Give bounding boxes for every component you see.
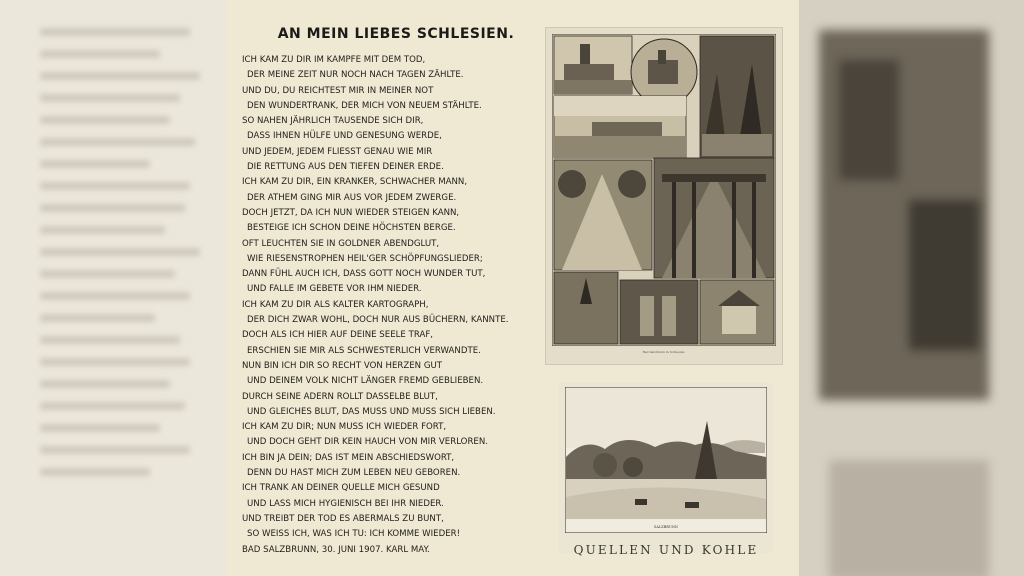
poem-line: DER MEINE ZEIT NUR NOCH NACH TAGEN ZÄHLTE. — [247, 70, 464, 81]
poem-line: NUN BIN ICH DIR SO RECHT VON HERZEN GUT — [242, 360, 443, 371]
poem-line: ERSCHIEN SIE MIR ALS SCHWESTERLICH VERWANDTE. — [247, 345, 481, 356]
poem-line: SO WEISS ICH, WAS ICH TU: ICH KOMME WIEDER! — [247, 529, 461, 540]
plate-caption: QUELLEN UND KOHLE — [573, 543, 759, 557]
poem-line: DASS IHNEN HÜLFE UND GENESUNG WERDE, — [247, 131, 442, 142]
poem-line: ICH KAM ZU DIR, EIN KRANKER, SCHWACHER MANN, — [242, 177, 468, 188]
poem-line: DANN FÜHL AUCH ICH, DASS GOTT NOCH WUNDER TUT, — [242, 269, 486, 280]
poem-signature: BAD SALZBRUNN, 30. JUNI 1907. KARL MAY. — [242, 544, 430, 555]
poem-line: BESTEIGE ICH SCHON DEINE HÖCHSTEN BERGE. — [247, 223, 456, 234]
poem-line: DIE RETTUNG AUS DEN TIEFEN DEINER ERDE. — [247, 162, 444, 173]
engraving-collage-image — [552, 34, 776, 346]
poem-line: ICH TRANK AN DEINER QUELLE MICH GESUND — [242, 483, 440, 494]
blurred-right-panel — [799, 0, 1024, 576]
poem-line: UND GLEICHES BLUT, DAS MUSS UND MUSS SICH LIEBEN. — [247, 406, 496, 417]
poem-line: DER ATHEM GING MIR AUS VOR JEDEM ZWERGE. — [247, 192, 457, 203]
poem-title: AN MEIN LIEBES SCHLESIEN. — [277, 26, 515, 42]
landscape-plate-image — [565, 387, 767, 533]
poem-line: DURCH SEINE ADERN ROLLT DASSELBE BLUT, — [242, 391, 438, 402]
poem-line: SO NAHEN JÄHRLICH TAUSENDE SICH DIR, — [242, 116, 424, 127]
poem-line: DOCH JETZT, DA ICH NUN WIEDER STEIGEN KANN, — [242, 207, 460, 218]
poem-line: WIE RIESENSTROPHEN HEIL'GER SCHÖPFUNGSLIEDER; — [247, 253, 483, 264]
poem-line: UND JEDEM, JEDEM FLIESST GENAU WIE MIR — [242, 146, 433, 157]
engraving-collage — [546, 28, 782, 364]
engraving-caption: Bad Salzbrunn in Schlesien. — [642, 350, 686, 354]
poem-line: ICH KAM ZU DIR; NUN MUSS ICH WIEDER FORT, — [242, 422, 447, 433]
poem-line: OFT LEUCHTEN SIE IN GOLDNER ABENDGLUT, — [242, 238, 440, 249]
poem-line: UND DOCH GEHT DIR KEIN HAUCH VON MIR VERLOREN. — [247, 437, 489, 448]
blurred-left-panel — [0, 0, 226, 576]
poem-line: DER DICH ZWAR WOHL, DOCH NUR AUS BÜCHERN, KANNTE. — [247, 315, 509, 326]
poem-page — [226, 0, 799, 576]
poem-line: DOCH ALS ICH HIER AUF DEINE SEELE TRAF, — [242, 330, 433, 341]
poem-line: UND DU, DU REICHTEST MIR IN MEINER NOT — [242, 85, 434, 96]
landscape-plate — [559, 383, 773, 557]
poem-line: UND LASS MICH HYGIENISCH BEI IHR NIEDER. — [247, 498, 444, 509]
poem-body — [242, 53, 562, 558]
poem-line: UND DEINEM VOLK NICHT LÄNGER FREMD GEBLIEBEN. — [247, 376, 484, 387]
poem-line: ICH KAM ZU DIR ALS KALTER KARTOGRAPH, — [242, 299, 429, 310]
poem-line: UND FALLE IM GEBETE VOR IHM NIEDER. — [247, 284, 422, 295]
poem-line: ICH BIN JA DEIN; DAS IST MEIN ABSCHIEDSWORT, — [242, 452, 455, 463]
poem-line: DENN DU HAST MICH ZUM LEBEN NEU GEBOREN. — [247, 468, 461, 479]
poem-line: ICH KAM ZU DIR IM KAMPFE MIT DEM TOD, — [242, 55, 426, 65]
landscape-plate-label: SALZBRUNN — [654, 525, 678, 529]
poem-line: UND TREIBT DER TOD ES ABERMALS ZU BUNT, — [242, 513, 444, 524]
poem-line: DEN WUNDERTRANK, DER MICH VON NEUEM STÄHLTE. — [247, 100, 482, 111]
